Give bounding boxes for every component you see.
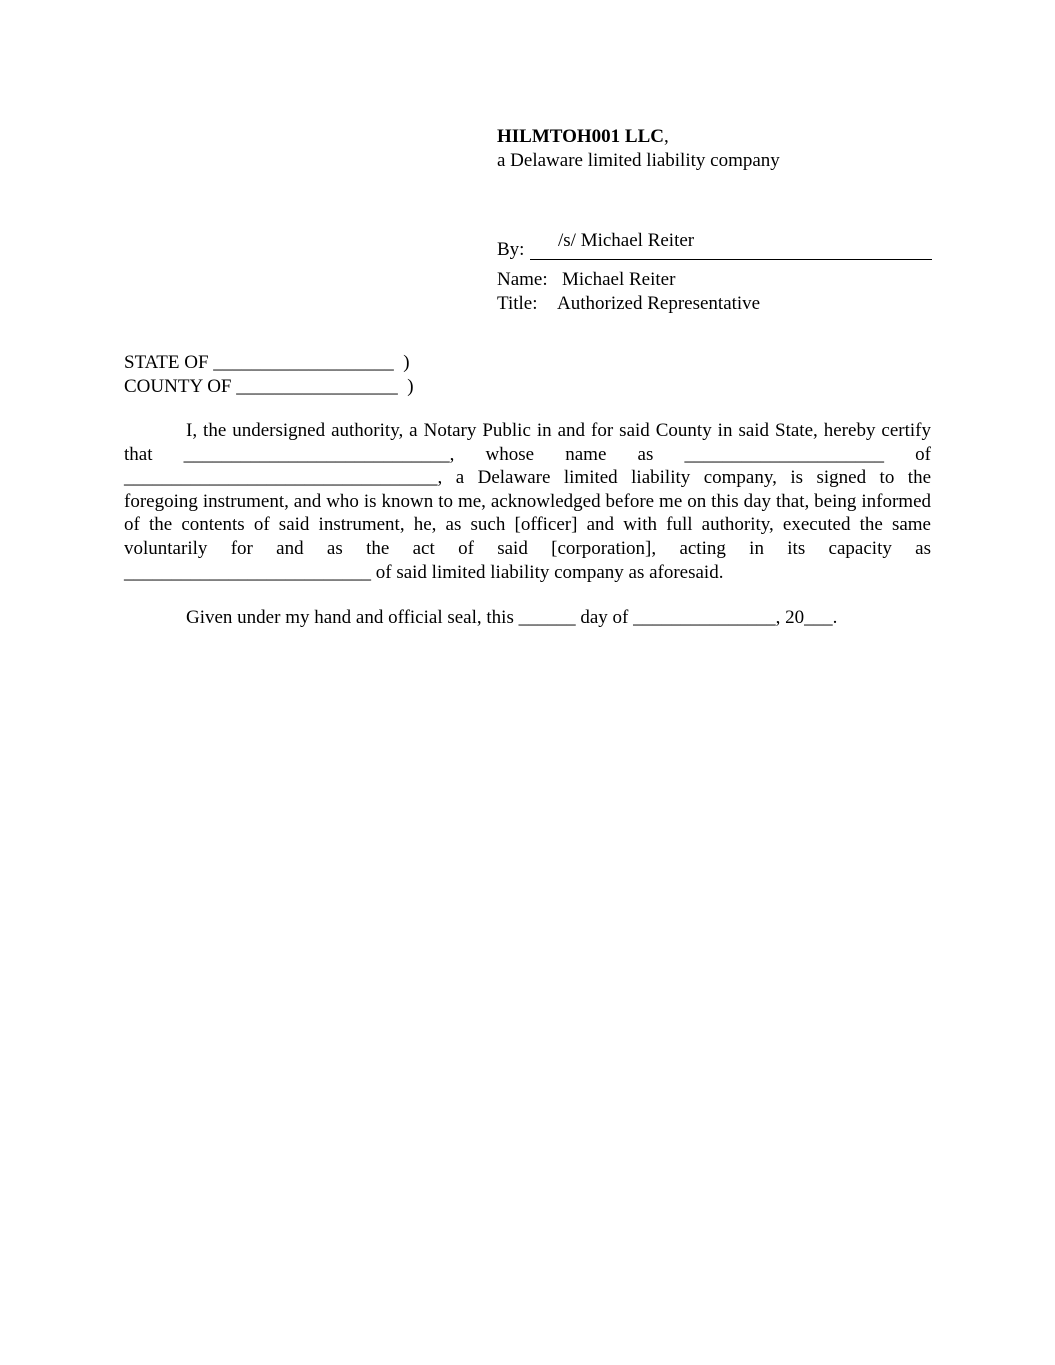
company-name-suffix: , bbox=[663, 126, 669, 147]
name-value: Michael Reiter bbox=[562, 269, 676, 291]
signature-text: /s/ Michael Reiter bbox=[558, 230, 695, 252]
county-line: COUNTY OF _________________ ) bbox=[124, 375, 414, 397]
signature-line bbox=[530, 259, 932, 260]
company-line bbox=[497, 125, 937, 149]
title-value: Authorized Representative bbox=[557, 292, 761, 314]
name-row bbox=[497, 268, 937, 292]
name-label: Name: bbox=[497, 269, 548, 291]
acknowledgment-paragraph: I, the undersigned authority, a Notary Public in and for said County in said State, hereby certify that ____________________________, whose name as _____________________ of _________________________________, a Delaware limited liability company, is signed to the foregoing instrument, and who is known to me, acknowledged before me on this day that, being informed of the contents of said instrument, he, as such [officer] and with full authority, executed the same voluntarily for and as the act of said [corporation], acting in its capacity as __________________________ of said limited liability company as aforesaid. bbox=[124, 420, 931, 583]
signature-block bbox=[497, 125, 937, 315]
state-line: STATE OF ___________________ ) bbox=[124, 352, 410, 373]
title-label: Title: bbox=[497, 292, 538, 314]
venue-block bbox=[124, 351, 414, 398]
by-line bbox=[497, 230, 937, 261]
company-name: HILMTOH001 LLC bbox=[497, 126, 664, 147]
company-description: a Delaware limited liability company bbox=[497, 149, 780, 171]
given-line: Given under my hand and official seal, this ______ day of _______________, 20___. bbox=[186, 607, 838, 628]
by-label: By: bbox=[497, 239, 525, 261]
title-row bbox=[497, 292, 937, 316]
